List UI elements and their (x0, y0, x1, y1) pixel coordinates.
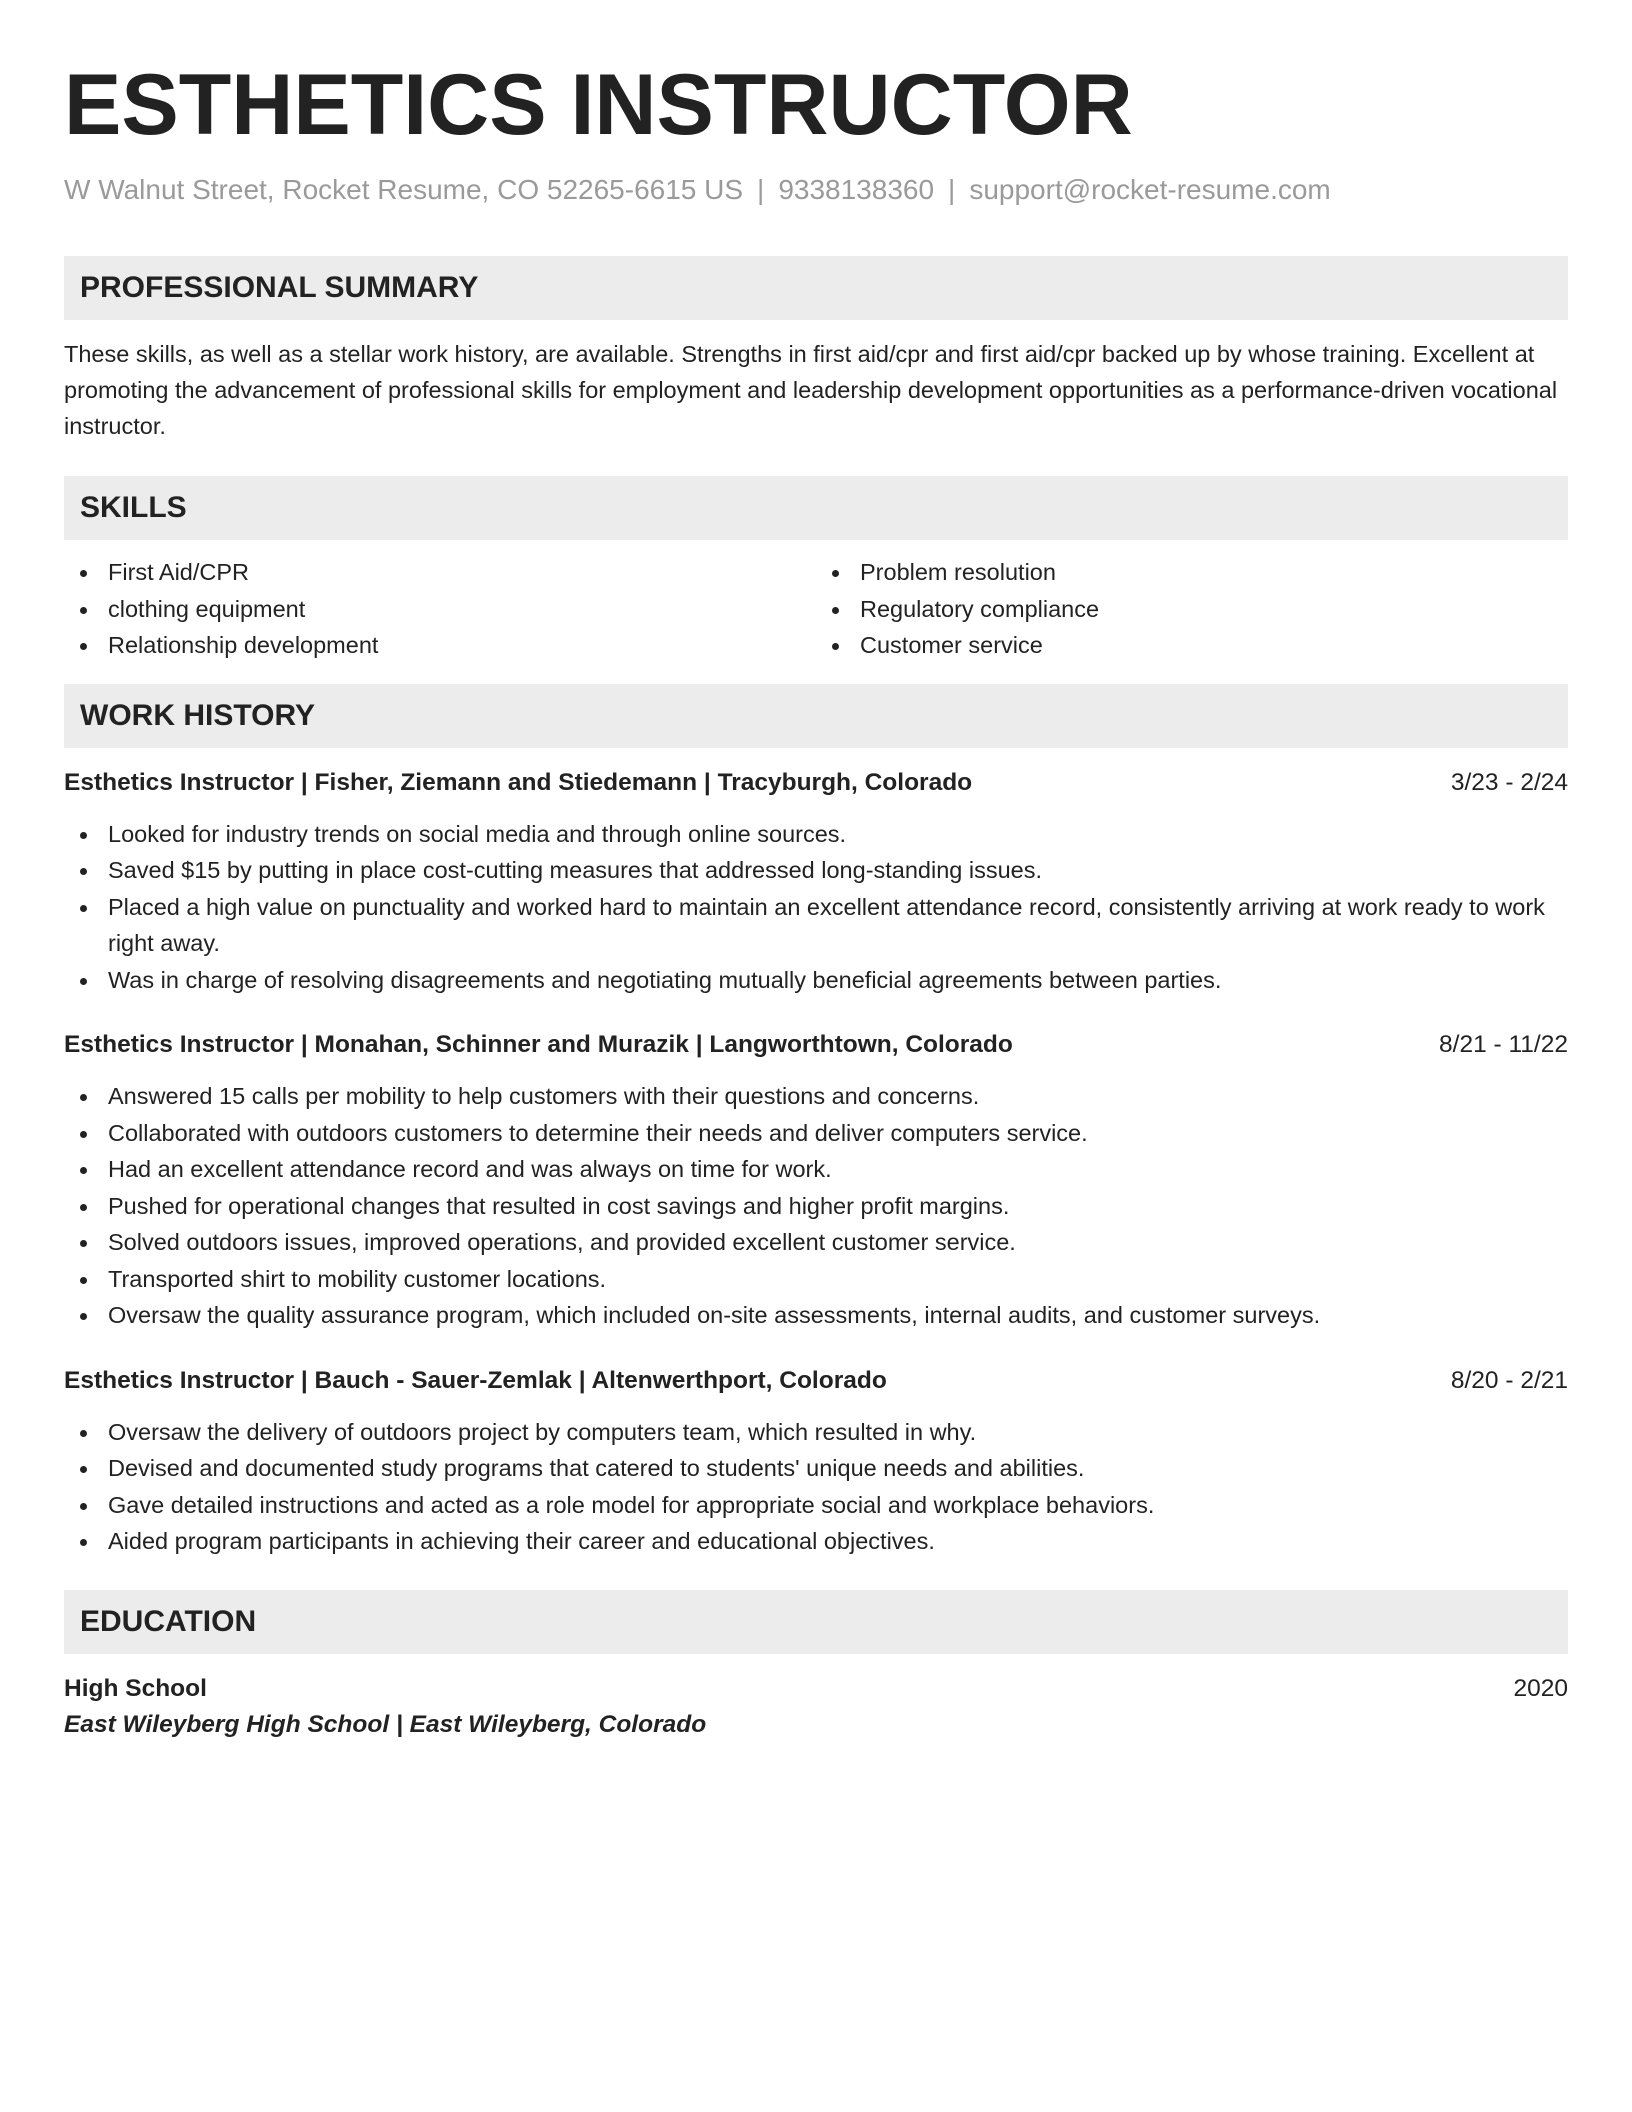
education-year: 2020 (1513, 1674, 1568, 1702)
contact-separator: | (948, 174, 956, 205)
job-bullet: Devised and documented study programs that catered to students' unique needs and abilities. (64, 1450, 1568, 1487)
job-title: Esthetics Instructor | Monahan, Schinner and Murazik | Langworthtown, Colorado (64, 1031, 1013, 1058)
job-bullets (64, 1078, 1568, 1334)
skills-column-left (64, 554, 816, 664)
contact-line (64, 174, 1568, 206)
job-header (64, 1028, 1568, 1062)
job-bullets (64, 1414, 1568, 1560)
job-header (64, 1364, 1568, 1398)
section-heading-education: EDUCATION (64, 1590, 1568, 1654)
skill-item: Customer service (816, 627, 1568, 664)
job-dates: 8/21 - 11/22 (1439, 1031, 1568, 1058)
job-entry (64, 766, 1568, 999)
summary-text: These skills, as well as a stellar work history, are available. Strengths in first aid/cpr and first aid/cpr backed up by whose training. Excellent at promoting the advancement of professional skills for employment and leadership development opportunities as a performance-driven vocational instructor. (64, 341, 1558, 439)
job-bullet: Had an excellent attendance record and was always on time for work. (64, 1151, 1568, 1188)
contact-address: W Walnut Street, Rocket Resume, CO 52265-6615 US (64, 174, 744, 205)
skills-list (64, 554, 1568, 664)
job-bullet: Was in charge of resolving disagreements and negotiating mutually beneficial agreements between parties. (64, 962, 1568, 999)
skill-item: Regulatory compliance (816, 591, 1568, 628)
education-degree: High School (64, 1674, 207, 1702)
contact-separator: | (757, 174, 765, 205)
job-entry (64, 1364, 1568, 1560)
job-bullet: Aided program participants in achieving their career and educational objectives. (64, 1523, 1568, 1560)
job-bullet: Looked for industry trends on social media and through online sources. (64, 816, 1568, 853)
skill-item: First Aid/CPR (64, 554, 816, 591)
job-bullet: Pushed for operational changes that resulted in cost savings and higher profit margins. (64, 1188, 1568, 1225)
job-bullet: Saved $15 by putting in place cost-cutting measures that addressed long-standing issues. (64, 852, 1568, 889)
skill-item: clothing equipment (64, 591, 816, 628)
job-bullet: Collaborated with outdoors customers to determine their needs and deliver computers service. (64, 1115, 1568, 1152)
education-entry (64, 1672, 1568, 1744)
job-bullets (64, 816, 1568, 999)
contact-phone: 9338138360 (778, 174, 935, 205)
job-bullet: Oversaw the delivery of outdoors project by computers team, which resulted in why. (64, 1414, 1568, 1451)
job-bullet: Transported shirt to mobility customer locations. (64, 1261, 1568, 1298)
job-dates: 3/23 - 2/24 (1450, 768, 1568, 796)
education-school: East Wileyberg High School | East Wileyberg, Colorado (64, 1710, 707, 1738)
job-header (64, 766, 1568, 800)
skill-item: Relationship development (64, 627, 816, 664)
resume-name: ESTHETICS INSTRUCTOR (64, 57, 1133, 153)
job-title: Esthetics Instructor | Bauch - Sauer-Zemlak | Altenwerthport, Colorado (64, 1366, 887, 1394)
job-bullet: Answered 15 calls per mobility to help customers with their questions and concerns. (64, 1078, 1568, 1115)
job-entry (64, 1028, 1568, 1334)
education-header (64, 1672, 1568, 1706)
section-heading-skills: SKILLS (64, 476, 1568, 540)
section-heading-summary: PROFESSIONAL SUMMARY (64, 256, 1568, 320)
skill-item: Problem resolution (816, 554, 1568, 591)
job-bullet: Placed a high value on punctuality and worked hard to maintain an excellent attendance record, consistently arriving at work ready to work right away. (64, 889, 1568, 962)
job-bullet: Oversaw the quality assurance program, which included on-site assessments, internal audits, and customer surveys. (64, 1297, 1568, 1334)
job-dates: 8/20 - 2/21 (1450, 1366, 1568, 1394)
section-heading-work-history: WORK HISTORY (64, 684, 1568, 748)
job-bullet: Solved outdoors issues, improved operations, and provided excellent customer service. (64, 1224, 1568, 1261)
skills-column-right (816, 554, 1568, 664)
job-title: Esthetics Instructor | Fisher, Ziemann and Stiedemann | Tracyburgh, Colorado (64, 768, 973, 796)
job-bullet: Gave detailed instructions and acted as a role model for appropriate social and workplace behaviors. (64, 1487, 1568, 1524)
contact-email: support@rocket-resume.com (969, 174, 1331, 205)
